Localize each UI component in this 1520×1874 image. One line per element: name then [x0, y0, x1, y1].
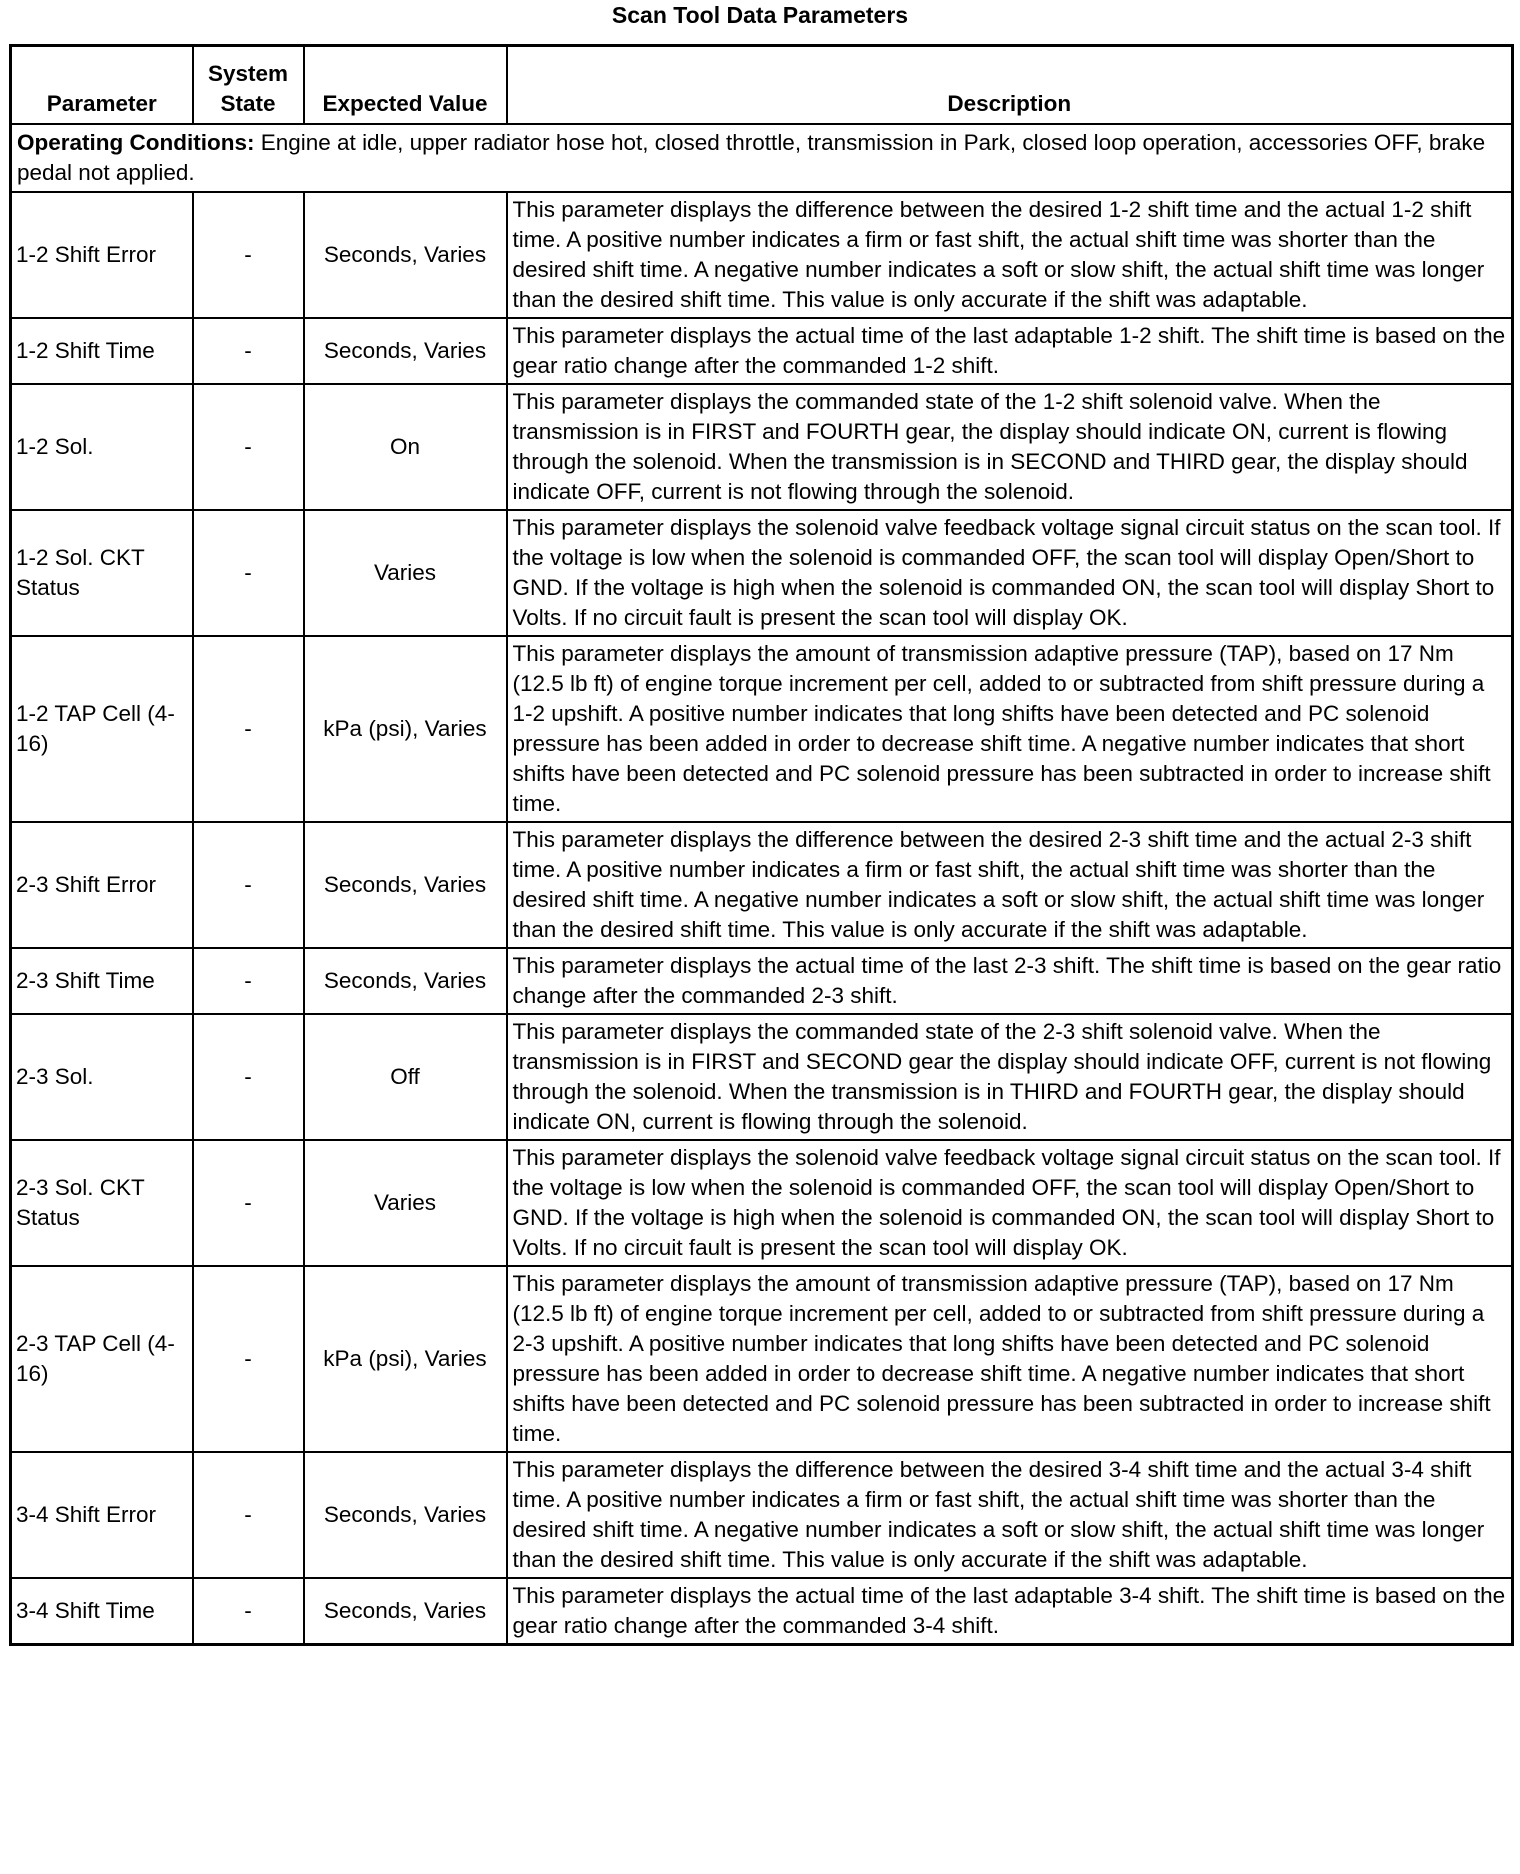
system-state-cell: - — [193, 1578, 304, 1645]
description-cell: This parameter displays the solenoid valve feedback voltage signal circuit status on the scan tool. If the voltage is low when the solenoid is commanded OFF, the scan tool will display Open/Short to GND. If the voltage is high when the solenoid is commanded ON, the scan tool will display Short to Volts. If no circuit fault is present the scan tool will display OK. — [507, 1140, 1513, 1266]
description-cell: This parameter displays the actual time of the last adaptable 3-4 shift. The shift time is based on the gear ratio change after the commanded 3-4 shift. — [507, 1578, 1513, 1645]
expected-value-cell: kPa (psi), Varies — [304, 1266, 507, 1452]
parameter-cell: 1-2 TAP Cell (4-16) — [11, 636, 193, 822]
table-row — [11, 1452, 1513, 1578]
expected-value-cell: On — [304, 384, 507, 510]
parameter-cell: 3-4 Shift Error — [11, 1452, 193, 1578]
description-cell: This parameter displays the actual time of the last 2-3 shift. The shift time is based on the gear ratio change after the commanded 2-3 shift. — [507, 948, 1513, 1014]
system-state-cell: - — [193, 318, 304, 384]
expected-value-cell: Seconds, Varies — [304, 192, 507, 318]
table-row — [11, 822, 1513, 948]
table-row — [11, 948, 1513, 1014]
table-row — [11, 192, 1513, 318]
page-title: Scan Tool Data Parameters — [611, 2, 909, 28]
expected-value-cell: Seconds, Varies — [304, 822, 507, 948]
parameter-cell: 1-2 Shift Time — [11, 318, 193, 384]
system-state-cell: - — [193, 1266, 304, 1452]
description-cell: This parameter displays the difference between the desired 1-2 shift time and the actual 1-2 shift time. A positive number indicates a firm or fast shift, the actual shift time was shorter than the desired shift time. A negative number indicates a soft or slow shift, the actual shift time was longer than the desired shift time. This value is only accurate if the shift was adaptable. — [507, 192, 1513, 318]
scan-tool-table-container — [9, 44, 1511, 1646]
expected-value-cell: kPa (psi), Varies — [304, 636, 507, 822]
expected-value-cell: Varies — [304, 1140, 507, 1266]
table-row — [11, 1266, 1513, 1452]
description-cell: This parameter displays the amount of transmission adaptive pressure (TAP), based on 17 Nm (12.5 lb ft) of engine torque increment per cell, added to or subtracted from shift pressure during a 1-2 upshift. A positive number indicates that long shifts have been detected and PC solenoid pressure has been added in order to decrease shift time. A negative number indicates that short shifts have been detected and PC solenoid pressure has been subtracted in order to increase shift time. — [507, 636, 1513, 822]
parameter-cell: 2-3 Sol. CKT Status — [11, 1140, 193, 1266]
table-row — [11, 384, 1513, 510]
description-cell: This parameter displays the commanded state of the 1-2 shift solenoid valve. When the transmission is in FIRST and FOURTH gear, the display should indicate ON, current is flowing through the solenoid. When the transmission is in SECOND and THIRD gear, the display should indicate OFF, current is not flowing through the solenoid. — [507, 384, 1513, 510]
system-state-cell: - — [193, 1140, 304, 1266]
operating-conditions-text: Engine at idle, upper radiator hose hot, closed throttle, transmission in Park, closed loop operation, accessories OFF, brake pedal not applied. — [17, 130, 1486, 185]
header-parameter: Parameter — [11, 46, 193, 125]
operating-conditions-row — [11, 124, 1513, 192]
system-state-cell: - — [193, 1452, 304, 1578]
description-cell: This parameter displays the commanded state of the 2-3 shift solenoid valve. When the transmission is in FIRST and SECOND gear the display should indicate OFF, current is not flowing through the solenoid. When the transmission is in THIRD and FOURTH gear, the display should indicate ON, current is flowing through the solenoid. — [507, 1014, 1513, 1140]
table-row — [11, 1014, 1513, 1140]
system-state-cell: - — [193, 510, 304, 636]
header-description: Description — [507, 46, 1513, 125]
system-state-cell: - — [193, 384, 304, 510]
table-header-row — [11, 46, 1513, 125]
table-row — [11, 1140, 1513, 1266]
parameter-cell: 2-3 TAP Cell (4-16) — [11, 1266, 193, 1452]
description-cell: This parameter displays the difference between the desired 3-4 shift time and the actual 3-4 shift time. A positive number indicates a firm or fast shift, the actual shift time was shorter than the desired shift time. A negative number indicates a soft or slow shift, the actual shift time was longer than the desired shift time. This value is only accurate if the shift was adaptable. — [507, 1452, 1513, 1578]
table-row — [11, 510, 1513, 636]
table-row — [11, 636, 1513, 822]
scan-tool-data-table — [9, 44, 1514, 1646]
header-system-state: System State — [193, 46, 304, 125]
parameter-cell: 3-4 Shift Time — [11, 1578, 193, 1645]
system-state-cell: - — [193, 192, 304, 318]
description-cell: This parameter displays the actual time of the last adaptable 1-2 shift. The shift time is based on the gear ratio change after the commanded 1-2 shift. — [507, 318, 1513, 384]
parameter-cell: 2-3 Sol. — [11, 1014, 193, 1140]
system-state-cell: - — [193, 1014, 304, 1140]
table-row — [11, 1578, 1513, 1645]
description-cell: This parameter displays the solenoid valve feedback voltage signal circuit status on the scan tool. If the voltage is low when the solenoid is commanded OFF, the scan tool will display Open/Short to GND. If the voltage is high when the solenoid is commanded ON, the scan tool will display Short to Volts. If no circuit fault is present the scan tool will display OK. — [507, 510, 1513, 636]
parameter-cell: 2-3 Shift Error — [11, 822, 193, 948]
description-cell: This parameter displays the difference between the desired 2-3 shift time and the actual 2-3 shift time. A positive number indicates a firm or fast shift, the actual shift time was shorter than the desired shift time. A negative number indicates a soft or slow shift, the actual shift time was longer than the desired shift time. This value is only accurate if the shift was adaptable. — [507, 822, 1513, 948]
parameter-cell: 1-2 Sol. — [11, 384, 193, 510]
table-body — [11, 124, 1513, 1645]
system-state-cell: - — [193, 636, 304, 822]
expected-value-cell: Seconds, Varies — [304, 1578, 507, 1645]
expected-value-cell: Varies — [304, 510, 507, 636]
expected-value-cell: Seconds, Varies — [304, 1452, 507, 1578]
expected-value-cell: Seconds, Varies — [304, 318, 507, 384]
system-state-cell: - — [193, 822, 304, 948]
system-state-cell: - — [193, 948, 304, 1014]
parameter-cell: 2-3 Shift Time — [11, 948, 193, 1014]
description-cell: This parameter displays the amount of transmission adaptive pressure (TAP), based on 17 Nm (12.5 lb ft) of engine torque increment per cell, added to or subtracted from shift pressure during a 2-3 upshift. A positive number indicates that long shifts have been detected and PC solenoid pressure has been added in order to decrease shift time. A negative number indicates that short shifts have been detected and PC solenoid pressure has been subtracted in order to increase shift time. — [507, 1266, 1513, 1452]
operating-conditions-label: Operating Conditions: — [17, 130, 255, 155]
header-expected-value: Expected Value — [304, 46, 507, 125]
expected-value-cell: Seconds, Varies — [304, 948, 507, 1014]
parameter-cell: 1-2 Shift Error — [11, 192, 193, 318]
parameter-cell: 1-2 Sol. CKT Status — [11, 510, 193, 636]
expected-value-cell: Off — [304, 1014, 507, 1140]
table-row — [11, 318, 1513, 384]
operating-conditions — [11, 124, 1513, 192]
